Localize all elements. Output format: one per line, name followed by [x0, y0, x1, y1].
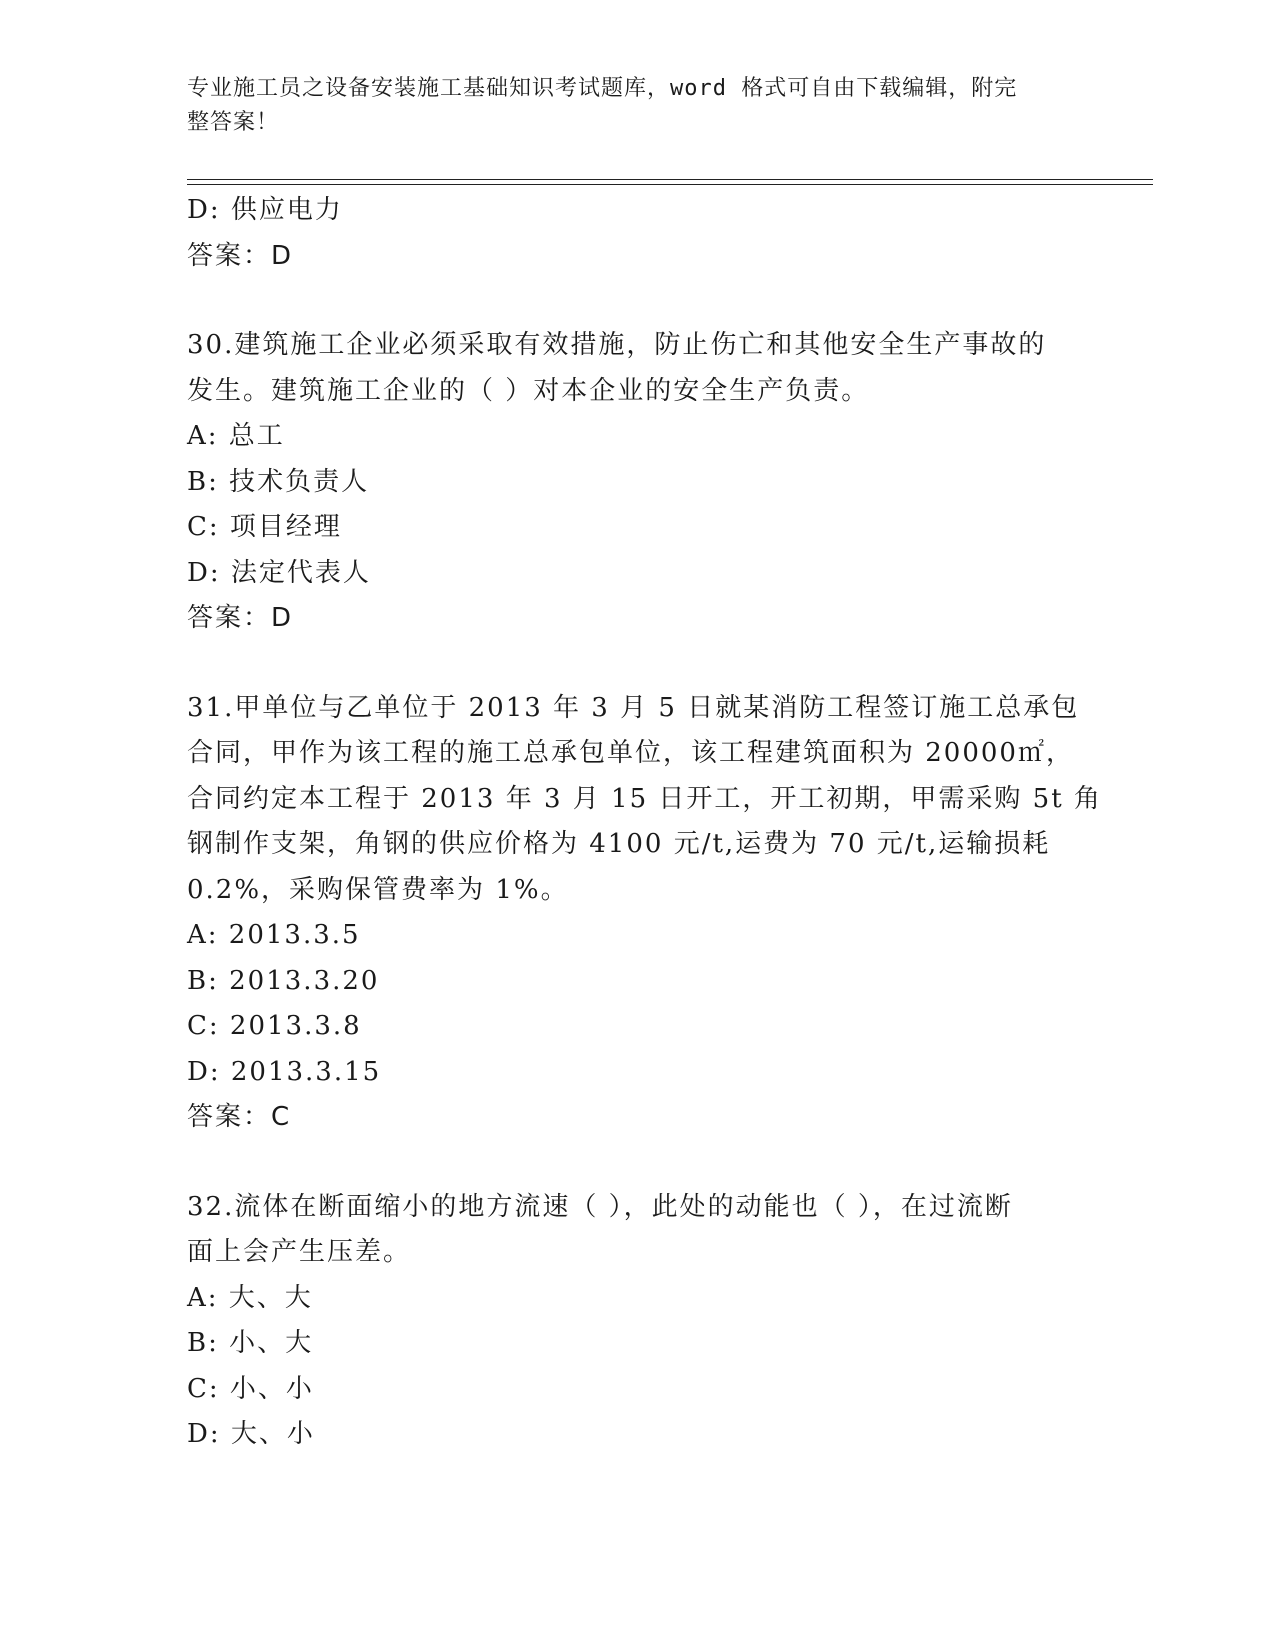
spacer: [187, 279, 1087, 323]
question-text-line: 钢制作支架，角钢的供应价格为 4100 元/t,运费为 70 元/t,运输损耗: [187, 829, 1051, 859]
prev-answer: 答案：D: [187, 240, 294, 271]
document-header: [187, 72, 1067, 140]
question-31: [187, 686, 1102, 1141]
header-line-2: 整答案！: [187, 110, 280, 135]
option-d: D: 大、小: [187, 1419, 315, 1449]
option-a: A: 2013.3.5: [187, 920, 361, 950]
question-text-line: 32.流体在断面缩小的地方流速（ ），此处的动能也（ ），在过流断: [187, 1191, 1013, 1222]
question-text-line: 面上会产生压差。: [187, 1237, 412, 1267]
option-c: C: 小、小: [187, 1373, 314, 1404]
question-text-line: 30.建筑施工企业必须采取有效措施，防止伤亡和其他安全生产事故的: [187, 330, 1047, 360]
option-a: A: 大、大: [187, 1282, 313, 1313]
question-text-line: 0.2%，采购保管费率为 1%。: [187, 874, 569, 905]
question-text-line: 31.甲单位与乙单位于 2013 年 3 月 5 日就某消防工程签订施工总承包: [187, 692, 1080, 723]
question-text-line: 合同约定本工程于 2013 年 3 月 15 日开工，开工初期，甲需采购 5t 角: [187, 783, 1102, 814]
answer: 答案：C: [187, 1102, 292, 1132]
prev-option-d: D: 供应电力: [187, 195, 343, 225]
question-list: [187, 188, 1102, 1458]
option-b: B: 2013.3.20: [187, 965, 380, 996]
question-text-line: 发生。建筑施工企业的（ ）对本企业的安全生产负责。: [187, 375, 870, 406]
header-divider-top: [187, 179, 1153, 180]
spacer: [187, 1141, 1087, 1185]
option-a: A: 总工: [187, 421, 285, 451]
option-d: D: 2013.3.15: [187, 1056, 382, 1087]
option-d: D: 法定代表人: [187, 557, 371, 588]
option-c: C: 2013.3.8: [187, 1011, 362, 1041]
option-b: B: 技术负责人: [187, 466, 370, 497]
question-32: [187, 1185, 1087, 1458]
header-line-1: 专业施工员之设备安装施工基础知识考试题库，word 格式可自由下载编辑，附完: [187, 76, 1018, 101]
spacer: [187, 642, 1087, 686]
header-divider-bottom: [187, 184, 1153, 185]
question-30: [187, 323, 1087, 642]
option-c: C: 项目经理: [187, 512, 342, 542]
answer: 答案：D: [187, 603, 294, 633]
option-b: B: 小、大: [187, 1328, 314, 1358]
question-text-line: 合同，甲作为该工程的施工总承包单位，该工程建筑面积为 20000㎡，: [187, 738, 1074, 768]
